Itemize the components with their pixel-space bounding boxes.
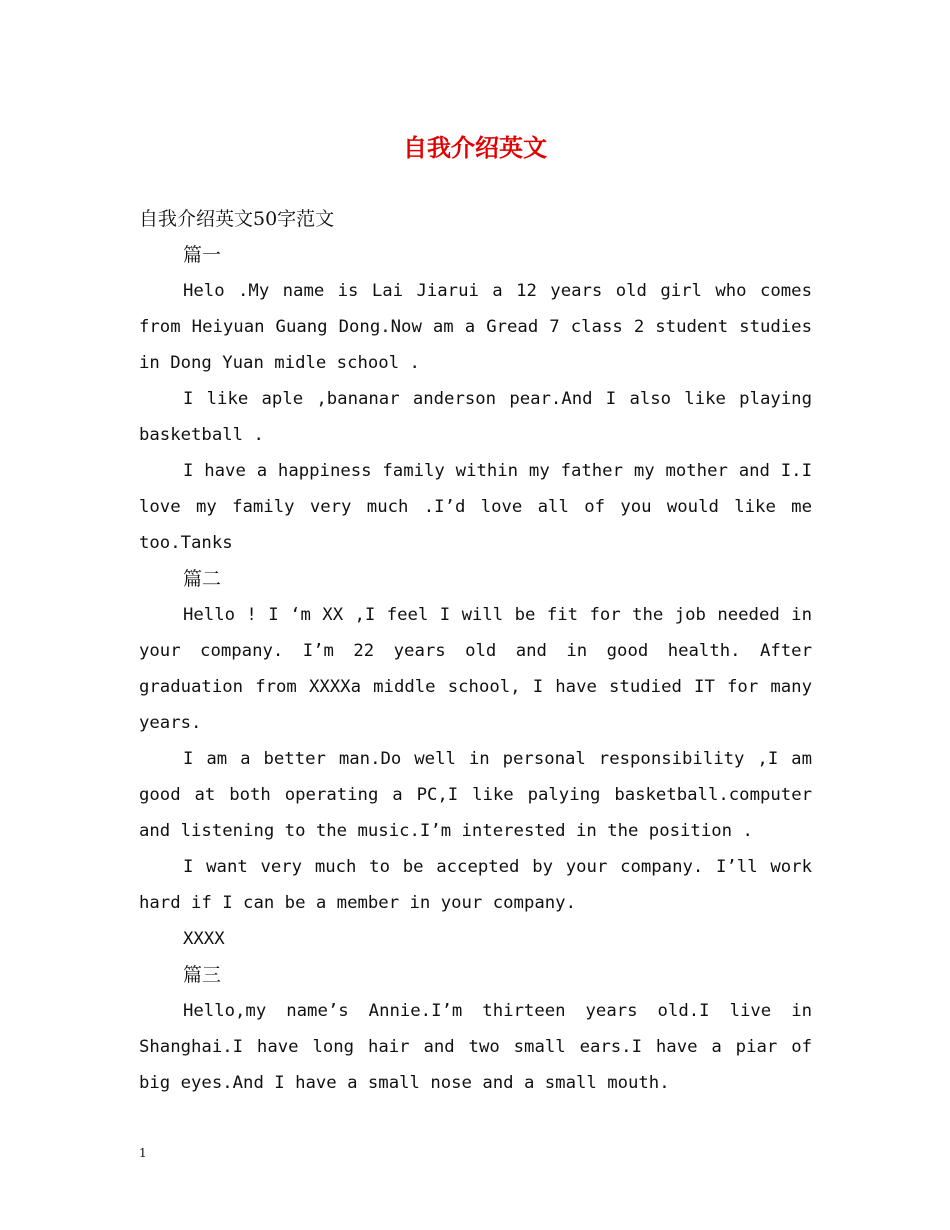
paragraph: I want very much to be accepted by your company. I’ll work hard if I can be a member in your company. xyxy=(139,857,812,913)
page-number: 1 xyxy=(139,1146,147,1160)
section-heading-2: 篇二 xyxy=(183,568,222,590)
paragraph: I like aple ,bananar anderson pear.And I also like playing basketball . xyxy=(139,389,812,445)
document-subtitle: 自我介绍英文50字范文 xyxy=(139,208,335,230)
paragraph: Hello,my name’s Annie.I’m thirteen years old.I live in Shanghai.I have long hair and two small ears.I have a piar of big eyes.And I have a small nose and a small mouth. xyxy=(139,1001,812,1093)
paragraph: I am a better man.Do well in personal responsibility ,I am good at both operating a PC,I like palying basketball.computer and listening to the music.I’m interested in the position . xyxy=(139,749,812,841)
paragraph: Hello ! I ‘m XX ,I feel I will be fit for the job needed in your company. I’m 22 years old and in good health. After graduation from XXXXa middle school, I have studied IT for many years. xyxy=(139,605,812,733)
signature-line: XXXX xyxy=(183,929,225,949)
document-body xyxy=(139,201,812,1101)
section-heading-3: 篇三 xyxy=(183,964,222,986)
document-title: 自我介绍英文 xyxy=(403,133,547,162)
paragraph: Helo .My name is Lai Jiarui a 12 years old girl who comes from Heiyuan Guang Dong.Now am a Gread 7 class 2 student studies in Dong Yuan midle school . xyxy=(139,281,812,373)
section-heading-1: 篇一 xyxy=(183,244,222,266)
paragraph: I have a happiness family within my father my mother and I.I love my family very much .I’d love all of you would like me too.Tanks xyxy=(139,461,812,553)
